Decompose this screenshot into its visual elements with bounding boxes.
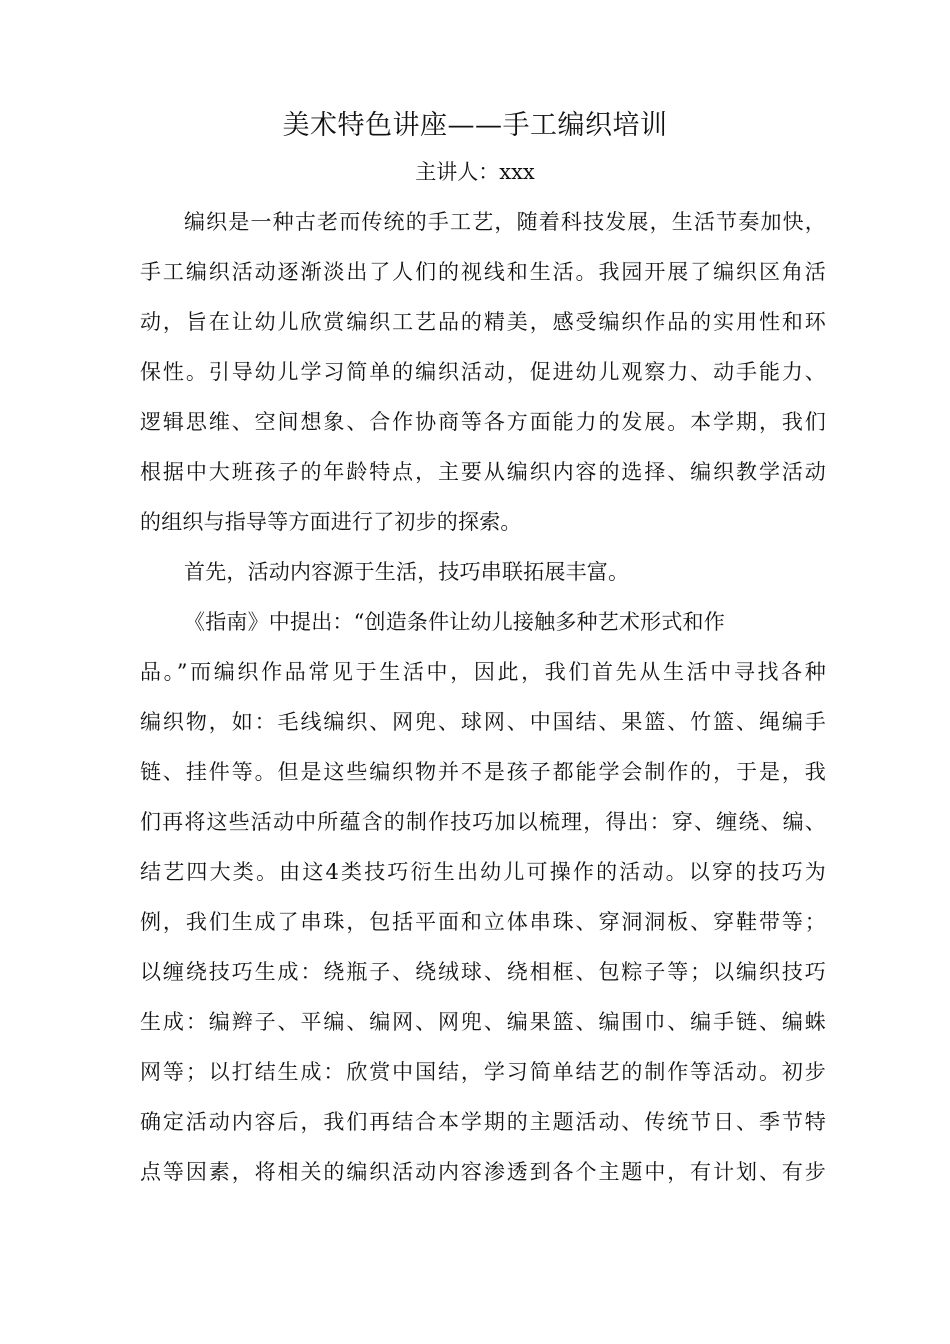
body-line: 手工编织活动逐渐淡出了人们的视线和生活。我园开展了编织区角活 <box>140 260 826 284</box>
body-line: 网等；以打结生成：欣赏中国结，学习简单结艺的制作等活动。初步 <box>140 1060 826 1084</box>
body-line: 生成：编辫子、平编、编网、网兜、编果篮、编围巾、编手链、编蛛 <box>140 1010 826 1034</box>
body-line: 点等因素，将相关的编织活动内容渗透到各个主题中，有计划、有步 <box>140 1160 826 1184</box>
body-line: 动，旨在让幼儿欣赏编织工艺品的精美，感受编织作品的实用性和环 <box>140 310 826 334</box>
body-line: 链、挂件等。但是这些编织物并不是孩子都能学会制作的，于是，我 <box>140 760 826 784</box>
body-line: 逻辑思维、空间想象、合作协商等各方面能力的发展。本学期，我们 <box>140 410 826 434</box>
body-line: 结艺四大类。由这4类技巧衍生出幼儿可操作的活动。以穿的技巧为 <box>140 860 826 884</box>
body-line: 首先，活动内容源于生活，技巧串联拓展丰富。 <box>184 560 630 584</box>
body-text <box>140 202 826 1202</box>
body-line: 保性。引导幼儿学习简单的编织活动，促进幼儿观察力、动手能力、 <box>140 360 826 384</box>
body-line: 根据中大班孩子的年龄特点，主要从编织内容的选择、编织教学活动 <box>140 460 826 484</box>
body-line: 们再将这些活动中所蕴含的制作技巧加以梳理，得出：穿、缠绕、编、 <box>140 810 826 834</box>
document-title: 美术特色讲座——手工编织培训 <box>282 110 668 141</box>
speaker-line: 主讲人：xxx <box>415 160 535 184</box>
body-line: 编织是一种古老而传统的手工艺，随着科技发展，生活节奏加快， <box>184 210 826 234</box>
body-line: 品。”而编织作品常见于生活中，因此，我们首先从生活中寻找各种 <box>140 660 826 684</box>
body-line: 以缠绕技巧生成：绕瓶子、绕绒球、绕相框、包粽子等；以编织技巧 <box>140 960 826 984</box>
body-line: 例，我们生成了串珠，包括平面和立体串珠、穿洞洞板、穿鞋带等； <box>140 910 826 934</box>
body-line: 确定活动内容后，我们再结合本学期的主题活动、传统节日、季节特 <box>140 1110 826 1134</box>
body-line: 编织物，如：毛线编织、网兜、球网、中国结、果篮、竹篮、绳编手 <box>140 710 826 734</box>
body-line: 的组织与指导等方面进行了初步的探索。 <box>140 510 522 534</box>
body-line: 《指南》中提出：“创造条件让幼儿接触多种艺术形式和作 <box>184 610 725 634</box>
